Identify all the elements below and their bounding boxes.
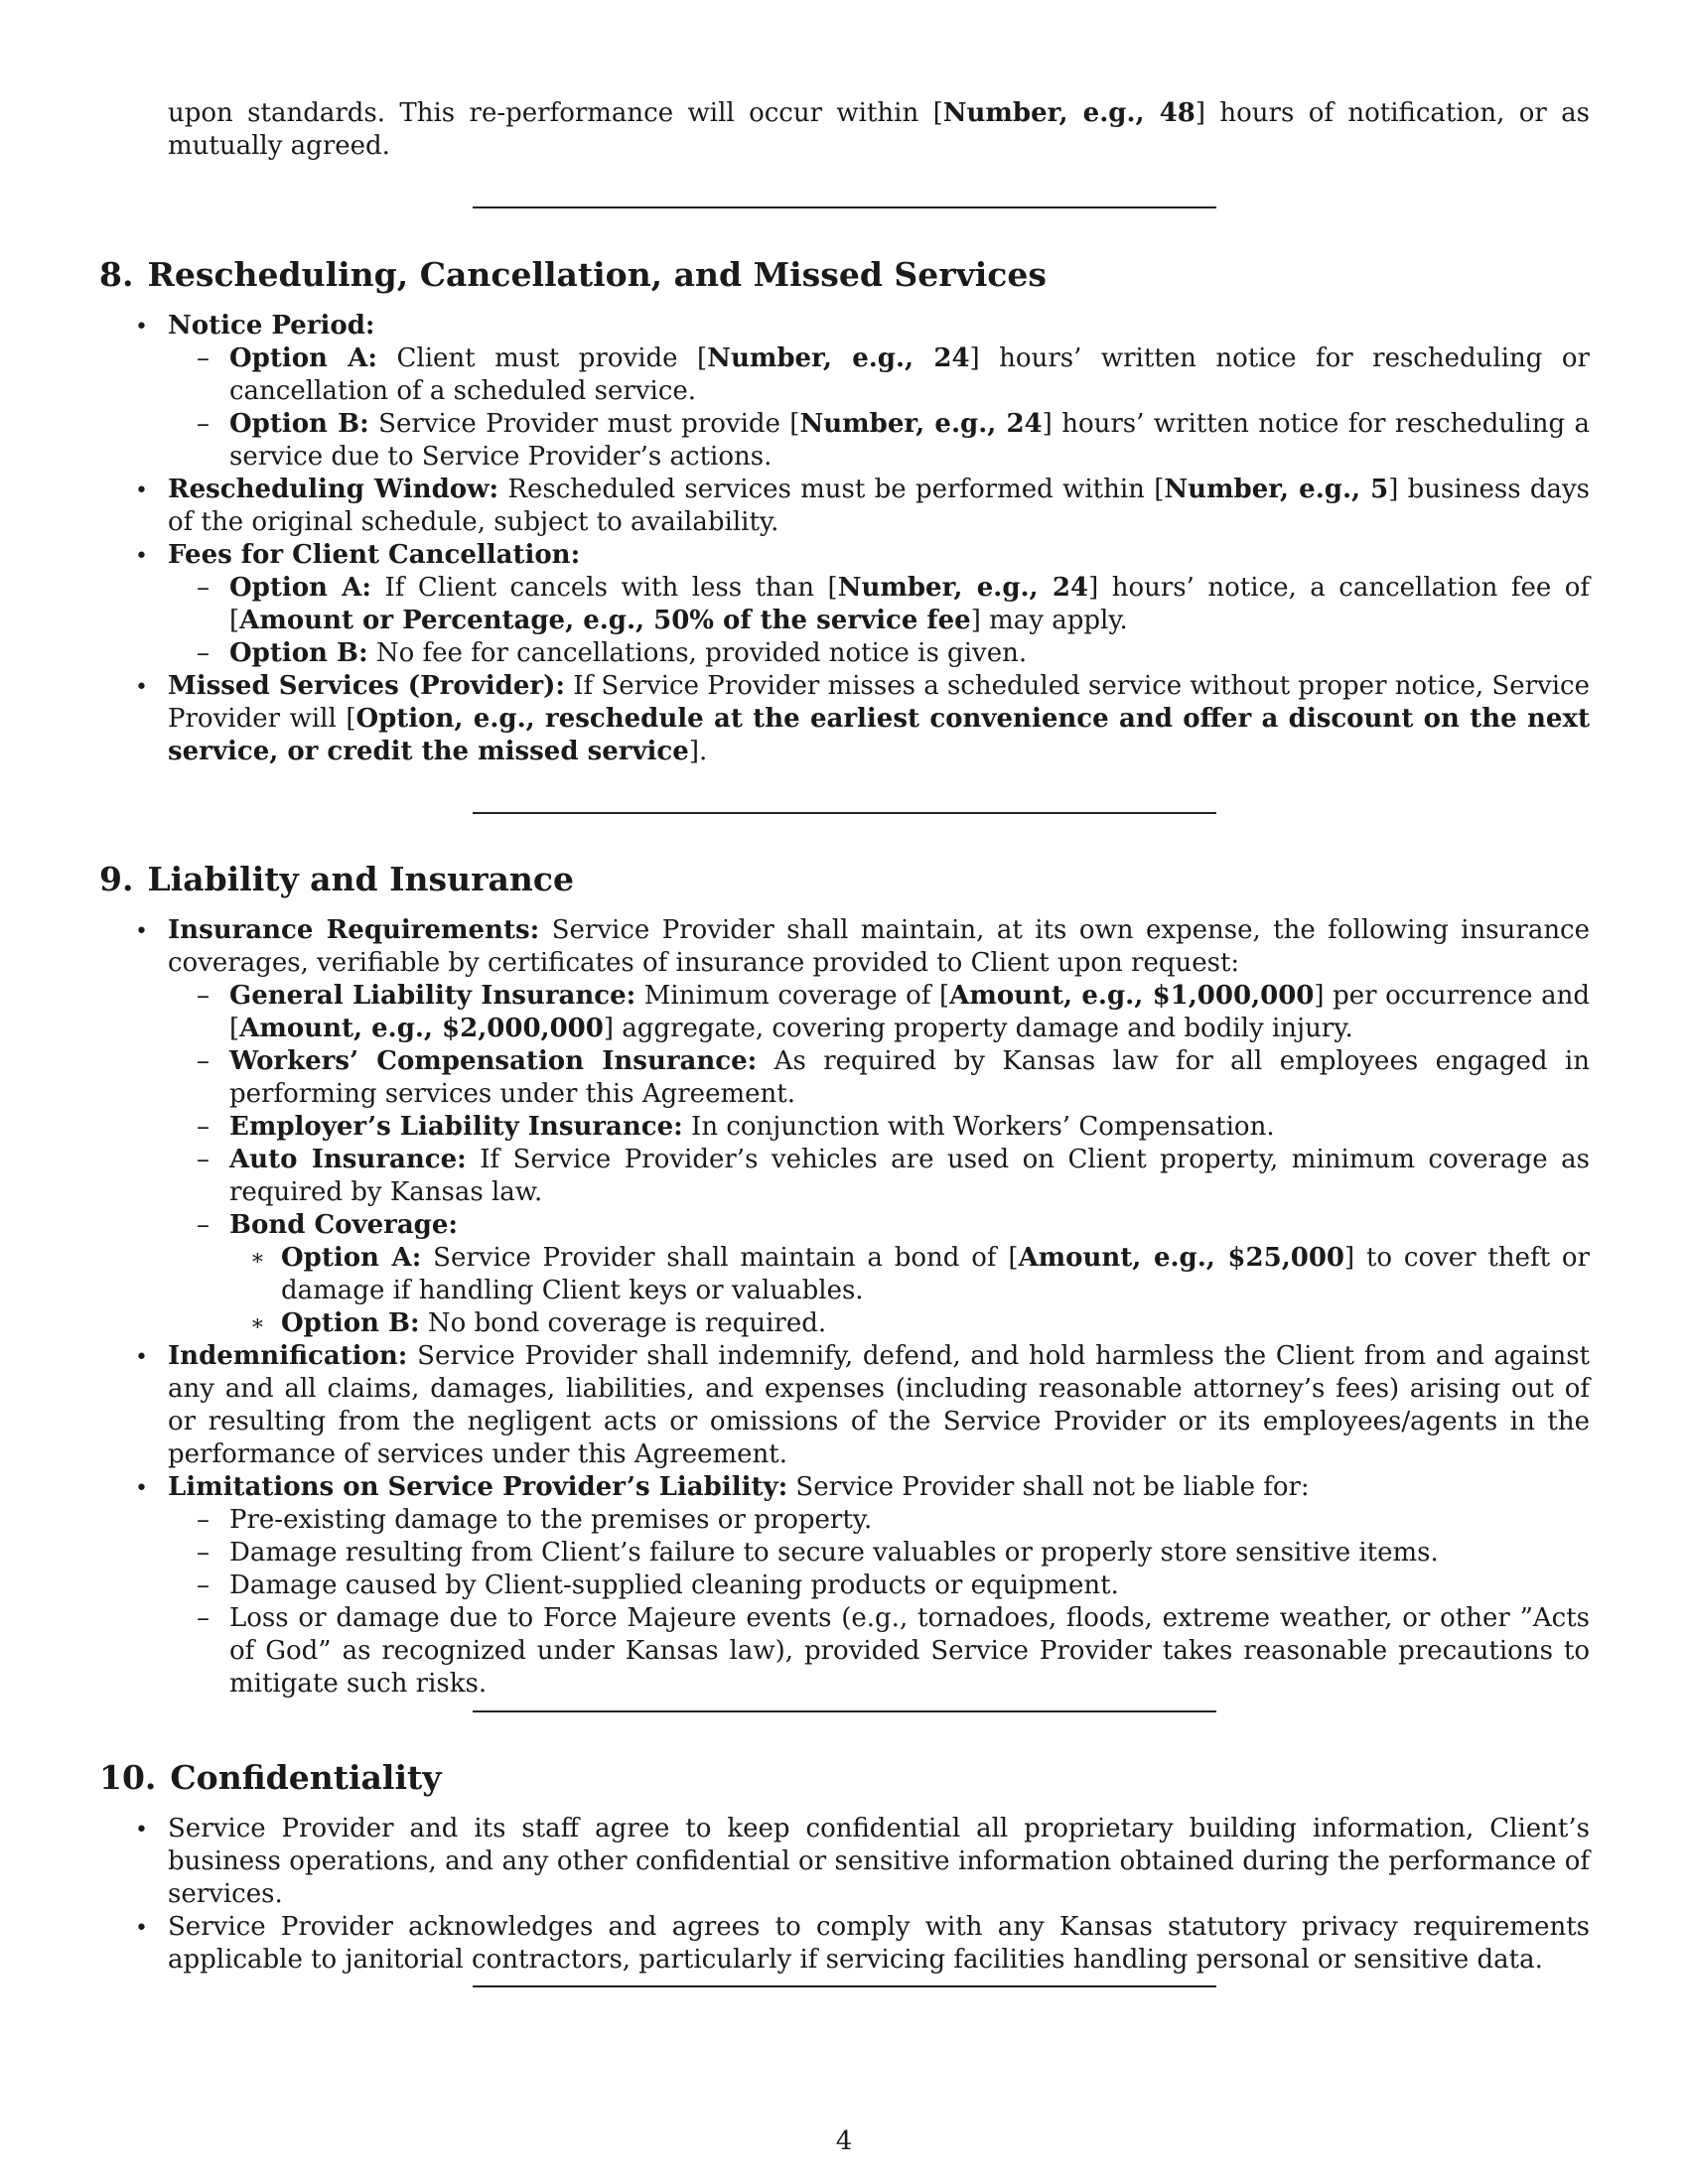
section-heading-8 [99,255,1047,295]
list-item [99,914,1590,980]
list-item [99,1504,1590,1537]
dash-icon: – [197,1046,210,1076]
item-label: Option A: [229,343,378,373]
list-item [99,539,1590,572]
text: ] aggregate, covering property damage and bodily injury. [603,1014,1353,1043]
section-heading-10 [99,1758,441,1798]
list-item [99,342,1590,408]
bullet-icon: • [135,544,148,569]
section-divider [473,812,1216,814]
text: Minimum coverage of [ [635,981,950,1011]
text: Service Provider must provide [ [368,409,800,439]
section-8-list [99,310,1590,768]
text: Pre-existing damage to the premises or property. [229,1505,873,1535]
dash-icon: – [197,1505,210,1535]
list-item [99,310,1590,342]
page-number: 4 [835,2126,853,2156]
text: Service Provider shall indemnify, defend, and hold harmless the Client from and against any and all claims, damages, liabilities, and expenses (including reasonable attorney’s fees) arising out of or resulting from the negligent acts or omissions of the Service Provider or its employees/agents in the performance of services under this Agreement. [168,1341,1590,1469]
text: Service Provider shall not be liable for: [787,1472,1310,1502]
list-item [99,1307,1590,1340]
placeholder-text: Number, e.g., 48 [942,98,1196,128]
dash-icon: – [197,1570,210,1600]
text: Service Provider acknowledges and agrees to comply with any Kansas statutory privacy requirements applicable to janitorial contractors, particularly if servicing facilities handling personal or sensitive data. [168,1912,1590,1975]
item-label: Option A: [281,1243,422,1273]
item-label: Indemnification: [168,1341,408,1371]
section-heading-9 [99,860,574,899]
placeholder-text: Amount, e.g., $25,000 [1018,1243,1345,1273]
dash-icon: – [197,409,210,439]
placeholder-text: Amount or Percentage, e.g., 50% of the service fee [239,606,971,635]
text: Client must provide [ [377,343,708,373]
text: Rescheduled services must be performed within [ [498,475,1165,504]
text: If Client cancels with less than [ [371,573,838,603]
bullet-icon: • [135,675,148,700]
dash-icon: – [197,1145,210,1174]
item-label: Workers’ Compensation Insurance: [229,1046,758,1076]
item-label: Option B: [229,409,369,439]
list-item [99,1144,1590,1209]
text: No bond coverage is required. [419,1308,827,1338]
text: ] business days of the original schedule, subject to availability. [168,475,1590,537]
list-item [99,1340,1590,1471]
list-item [99,1045,1590,1111]
text: If Service Provider misses a scheduled service without proper notice, Service Provider will [ [168,671,1590,734]
text: ] hours’ written notice for rescheduling a service due to Service Provider’s actions. [229,409,1591,472]
section-title: Confidentiality [170,1758,442,1797]
section-divider [473,1985,1216,1987]
bullet-icon: • [135,1818,148,1843]
section-divider [473,206,1216,208]
bullet-icon: • [135,919,148,944]
dash-icon: – [197,1112,210,1142]
text: ] hours of notification, or as mutually agreed. [168,98,1591,161]
list-item [99,1813,1590,1911]
bullet-icon: • [135,1345,148,1370]
text: No fee for cancellations, provided notice is given. [367,638,1028,668]
section-divider [473,1710,1216,1712]
item-label: Rescheduling Window: [168,475,499,504]
placeholder-text: Amount, e.g., $1,000,000 [949,981,1315,1011]
section-number: 8. [99,255,134,294]
placeholder-text: Number, e.g., 24 [799,409,1043,439]
list-item [99,637,1590,670]
text: ] to cover theft or damage if handling Client keys or valuables. [281,1243,1590,1305]
dash-icon: – [197,343,210,373]
list-item [99,572,1590,637]
dash-icon: – [197,573,210,603]
list-item [99,474,1590,539]
text: As required by Kansas law for all employees engaged in performing services under this Agreement. [229,1046,1590,1109]
item-label: General Liability Insurance: [229,981,636,1011]
item-label: Missed Services (Provider): [168,671,565,701]
item-label: Bond Coverage: [229,1210,459,1240]
list-item [99,1602,1590,1701]
placeholder-text: Number, e.g., 24 [837,573,1089,603]
list-item [99,1209,1590,1242]
item-label: Employer’s Liability Insurance: [229,1112,683,1142]
item-label: Limitations on Service Provider’s Liability: [168,1472,788,1502]
text: Service Provider shall maintain a bond of [ [421,1243,1019,1273]
text: ] may apply. [970,606,1128,635]
list-item [99,1471,1590,1504]
dash-icon: – [197,1210,210,1240]
placeholder-text: Option, e.g., reschedule at the earliest convenience and offer a discount on the next service, or credit the missed service [168,704,1590,766]
item-label: Notice Period: [168,311,375,341]
section-10-list [99,1813,1590,1977]
list-item [99,670,1590,768]
text: Service Provider and its staff agree to keep confidential all proprietary building information, Client’s business operations, and any other confidential or sensitive information obtained during the performance of services. [168,1814,1590,1909]
item-label: Insurance Requirements: [168,915,540,945]
text: Service Provider shall maintain, at its own expense, the following insurance coverages, verifiable by certificates of insurance provided to Client upon request: [168,915,1591,978]
text: ] per occurrence and [ [229,981,1590,1043]
text: ] hours’ written notice for rescheduling or cancellation of a scheduled service. [229,343,1590,406]
section-title: Liability and Insurance [147,860,574,898]
item-label: Auto Insurance: [229,1145,467,1174]
dash-icon: – [197,1538,210,1568]
list-item [99,1911,1590,1977]
list-item [99,1242,1590,1307]
list-item [99,1537,1590,1570]
list-item [99,408,1590,474]
item-label: Fees for Client Cancellation: [168,540,581,570]
dash-icon: – [197,981,210,1011]
item-label: Option A: [229,573,372,603]
text: Loss or damage due to Force Majeure events (e.g., tornadoes, floods, extreme weather, or other ”Acts of God” as recognized under Kansas law), provided Service Provider takes reasonable precautions to mitigate such risks. [229,1603,1590,1699]
star-icon: ∗ [250,1311,265,1336]
text: ] hours’ notice, a cancellation fee of [ [229,573,1591,635]
text: Damage resulting from Client’s failure to secure valuables or properly store sensitive items. [229,1538,1439,1568]
text: If Service Provider’s vehicles are used on Client property, minimum coverage as required by Kansas law. [229,1145,1590,1207]
section-9-list [99,914,1590,1701]
list-item [99,1570,1590,1602]
list-item [99,980,1590,1045]
star-icon: ∗ [250,1246,265,1271]
list-item [99,1111,1590,1144]
continuation-paragraph [168,97,1590,163]
section-number: 10. [99,1758,157,1797]
bullet-icon: • [135,1916,148,1941]
text: In conjunction with Workers’ Compensation. [682,1112,1275,1142]
bullet-icon: • [135,1476,148,1501]
bullet-icon: • [135,315,148,340]
placeholder-text: Amount, e.g., $2,000,000 [239,1014,604,1043]
text: ]. [688,737,708,766]
section-title: Rescheduling, Cancellation, and Missed Services [147,255,1047,294]
section-number: 9. [99,860,134,898]
placeholder-text: Number, e.g., 24 [707,343,970,373]
text: Damage caused by Client-supplied cleaning products or equipment. [229,1570,1119,1600]
item-label: Option B: [281,1308,420,1338]
placeholder-text: Number, e.g., 5 [1164,475,1389,504]
dash-icon: – [197,638,210,668]
dash-icon: – [197,1603,210,1633]
text: upon standards. This re-performance will occur within [ [168,98,943,128]
item-label: Option B: [229,638,368,668]
bullet-icon: • [135,478,148,503]
